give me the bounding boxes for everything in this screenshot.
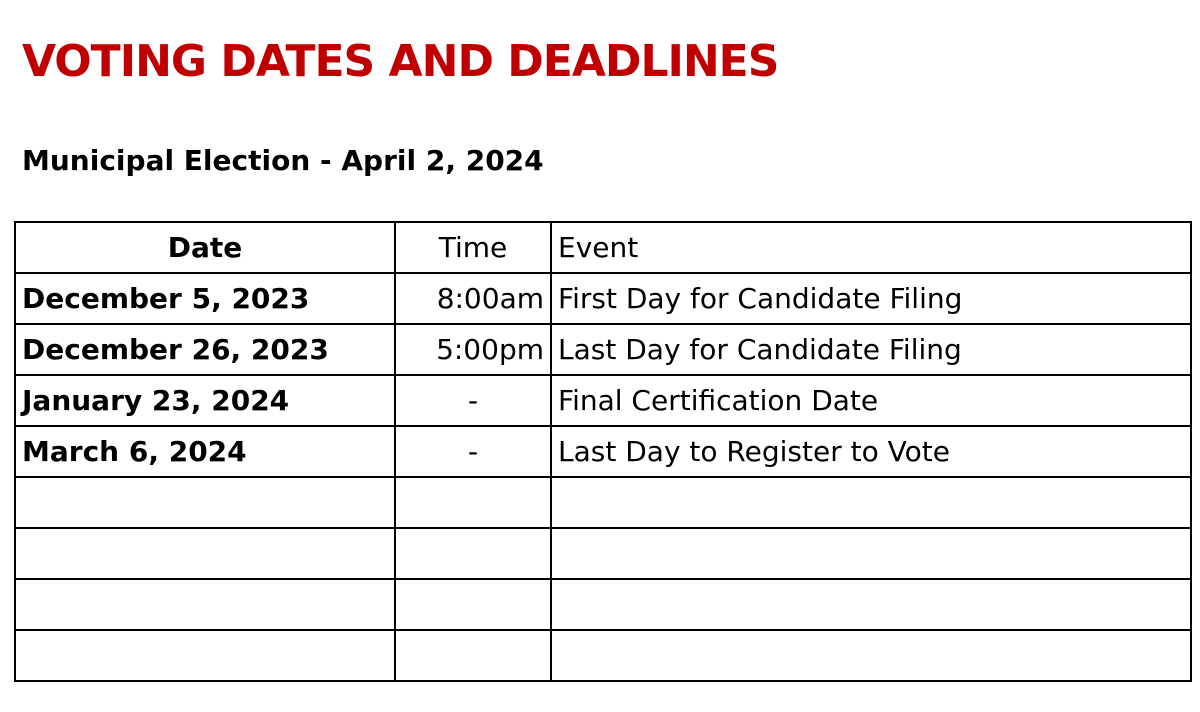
event-cell: [551, 528, 1191, 579]
election-subtitle: Municipal Election - April 2, 2024: [22, 144, 544, 177]
event-cell: [551, 630, 1191, 681]
time-cell: [395, 630, 551, 681]
time-cell: [395, 477, 551, 528]
date-cell: [15, 630, 395, 681]
date-cell: [15, 579, 395, 630]
table-row: [15, 579, 1191, 630]
table-row: [15, 477, 1191, 528]
date-cell: December 5, 2023: [15, 273, 395, 324]
table-row: [15, 375, 1191, 426]
header-row: [15, 222, 1191, 273]
deadlines-table: [14, 221, 1192, 682]
table-row: [15, 528, 1191, 579]
time-cell: -: [395, 375, 551, 426]
date-cell: January 23, 2024: [15, 375, 395, 426]
date-cell: [15, 477, 395, 528]
column-header-time: Time: [395, 222, 551, 273]
time-cell: 5:00pm: [395, 324, 551, 375]
table-body: [15, 273, 1191, 681]
event-cell: Final Certification Date: [551, 375, 1191, 426]
event-cell: [551, 477, 1191, 528]
event-cell: First Day for Candidate Filing: [551, 273, 1191, 324]
table-row: [15, 426, 1191, 477]
event-cell: Last Day for Candidate Filing: [551, 324, 1191, 375]
date-cell: December 26, 2023: [15, 324, 395, 375]
time-cell: [395, 528, 551, 579]
date-cell: March 6, 2024: [15, 426, 395, 477]
time-cell: [395, 579, 551, 630]
column-header-event: Event: [551, 222, 1191, 273]
event-cell: Last Day to Register to Vote: [551, 426, 1191, 477]
page-title: VOTING DATES AND DEADLINES: [22, 36, 779, 87]
column-header-date: Date: [15, 222, 395, 273]
time-cell: 8:00am: [395, 273, 551, 324]
table-row: [15, 324, 1191, 375]
time-cell: -: [395, 426, 551, 477]
table-row: [15, 273, 1191, 324]
event-cell: [551, 579, 1191, 630]
date-cell: [15, 528, 395, 579]
table-header: [15, 222, 1191, 273]
table-row: [15, 630, 1191, 681]
